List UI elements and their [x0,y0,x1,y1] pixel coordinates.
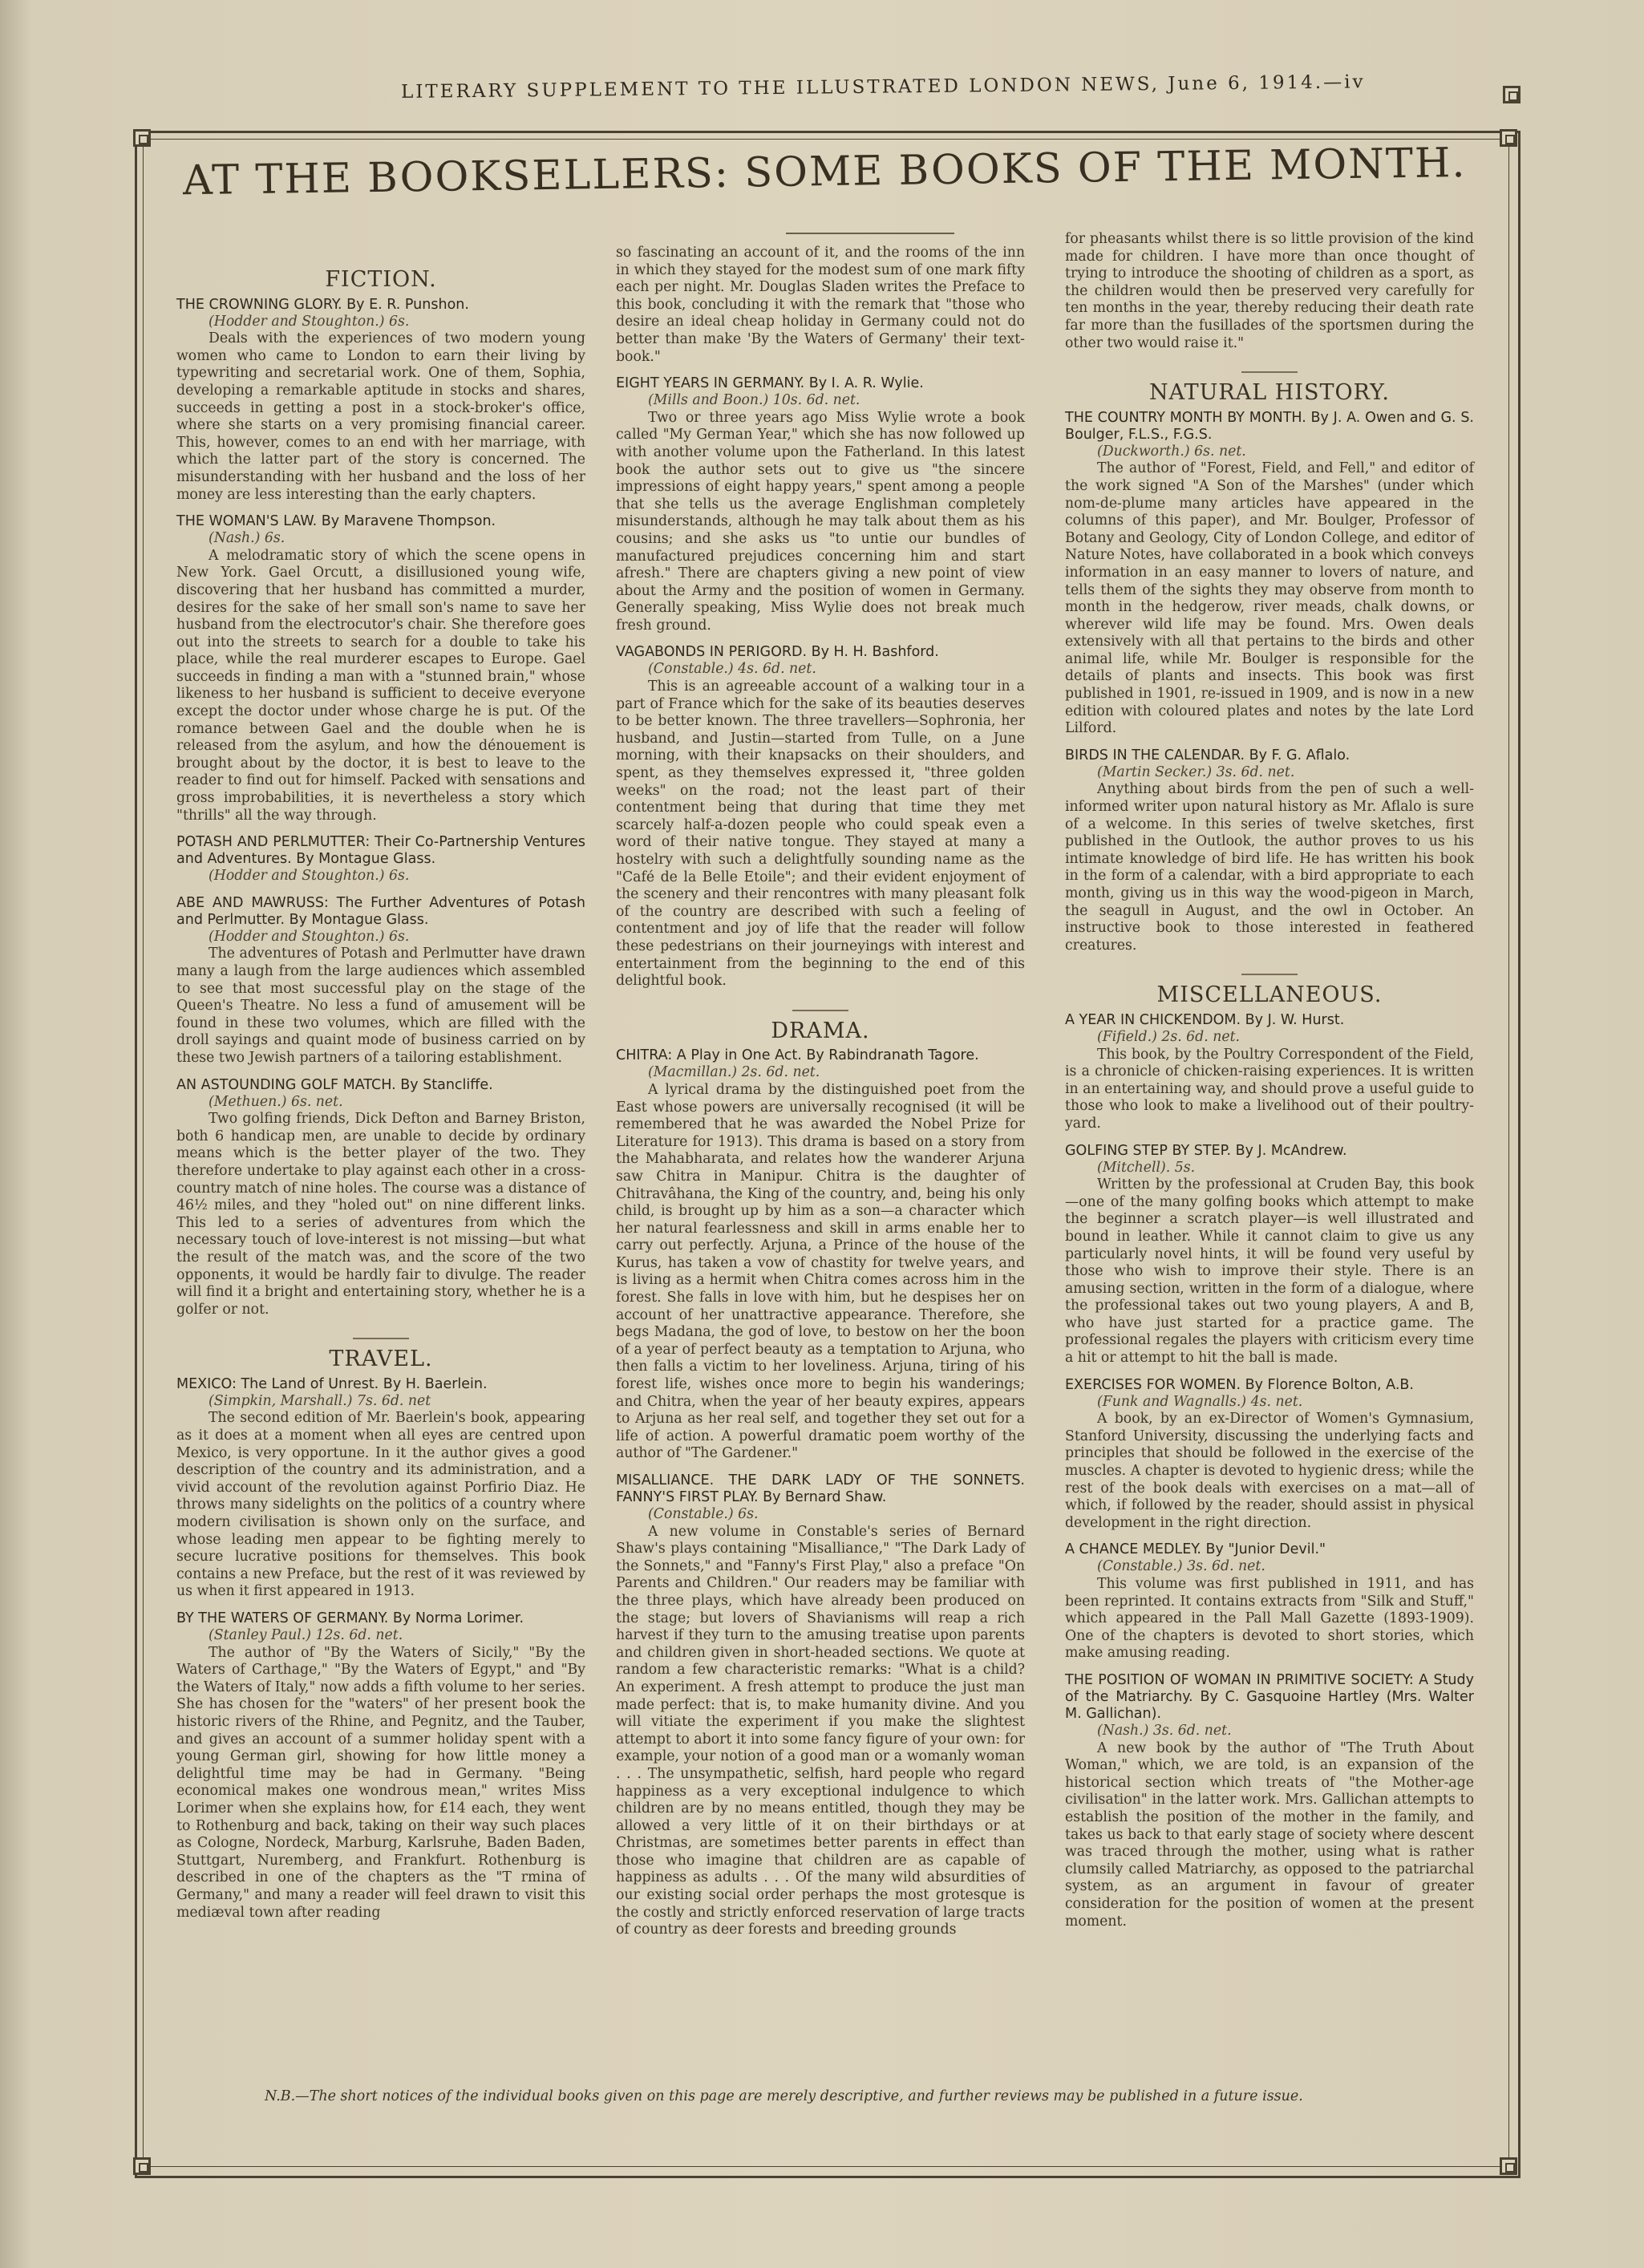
notice-text: A lyrical drama by the distinguished poet from the East whose powers are universally recognised (it will be remembered that he was awarded the Nobel Prize for Literature for 1913). This drama is based on a story from the Mahabharata, and relates how the wanderer Arjuna saw Chitra in Manipur. Chitra is the daughter of Chitravâhana, the King of the country, and, being his only child, is brought up by him as a son—a character which her natural fearlessness and skill in arms enable her to carry out perfectly. Arjuna, a Prince of the house of the Kurus, has taken a vow of chastity for twelve years, and is living as a hermit when Chitra comes across him in the forest. She falls in love with him, but he despises her on account of her unattractive appearance. Therefore, she begs Madana, the god of love, to bestow on her the boon of a year of perfect beauty as a temptation to Arjuna, who then falls a victim to her loveliness. Arjuna, tiring of his forest life, wishes once more to begin his wanderings; and Chitra, when the year of her beauty expires, appears to Arjuna as her real self, and together they set out for a life of action. A powerful dramatic poem worthy of the author of "The Gardener." [616,1081,1025,1462]
corner-ornament [1500,2157,1517,2175]
section-heading: MISCELLANEOUS. [1156,982,1383,1008]
book-notice [616,1047,1025,1463]
corner-ornament [1503,86,1520,103]
book-title: EIGHT YEARS IN GERMANY. By I. A. R. Wylie. [616,375,924,392]
notice-text: This is an agreeable account of a walking tour in a part of France which for the sake of its beauties deserves to be better known. The three travellers—Sophronia, her husband, and Justin—started from Tulle, on a June morning, with their knapsacks on their shoulders, and spent, as they themselves expressed it, "three golden weeks" on the road; not the least part of their contentment being that during that time they met scarcely half-a-dozen people who could speak even a word of their native tongue. They stayed at many a hostelry with such a delightfully sounding name as the "Café de la Belle Etoile"; and their evident enjoyment of the scenery and their rencontres with many pleasant folk of the country are described with such a feeling of contentment and joy of life that the reader will follow these pedestrians on their journeyings with interest and entertainment from the beginning to the end of this delightful book. [616,678,1025,990]
column-1 [176,265,585,1931]
book-notice [176,1610,585,1922]
book-title: GOLFING STEP BY STEP. By J. McAndrew. [1065,1142,1347,1159]
section-divider [1241,974,1298,975]
corner-ornament [133,2157,151,2175]
notice-text: This volume was first published in 1911, and has been reprinted. It contains extracts from "Silk and Stuff," which appeared in the Pall Mall Gazette (1893-1909). One of the chapters is devoted to short stories, which make amusing reading. [1065,1576,1474,1662]
publisher-price: (Duckworth.) 6s. net. [1097,443,1246,460]
column-3 [1065,231,1474,1940]
notice-text: The second edition of Mr. Baerlein's book, appearing as it does at a moment when all eyes are centred upon Mexico, is very opportune. In it the author gives a good description of the country and its administration, and a vivid account of the revolution against Porfirio Diaz. He throws many sidelights on the politics of a country where modern civilisation is shown only on the surface, and whose leading men appear to be fighting merely to secure lucrative positions for themselves. This book contains a new Preface, but the rest of it was reviewed by us when it first appeared in 1913. [176,1410,585,1600]
notice-text: A new volume in Constable's series of Bernard Shaw's plays containing "Misalliance," "The Dark Lady of the Sonnets," and "Fanny's First Play," also a preface "On Parents and Children." Our readers may be familiar with the three plays, which have already been produced on the stage; but lovers of Shavianisms will reap a rich harvest if they turn to the amusing treatise upon parents and children given in short-headed sections. We quote at random a few characteristic remarks: "What is a child? An experiment. A fresh attempt to produce the just man made perfect: that is, to make humanity divine. And you will vitiate the experiment if you make the slightest attempt to abort it into some fancy figure of your own: for example, your notion of a good man or a womanly woman . . . The unsympathetic, selfish, hard people who regard happiness as a very exceptional indulgence to which children are by no means entitled, though they may be allowed a very little of it on their birthdays or at Christmas, are sometimes better parents in effect than those who imagine that children are as capable of happiness as adults . . . Of the many wild absurdities of our existing social order perhaps the most grotesque is the costly and strictly enforced reservation of large tracts of country as deer forests and breeding grounds [616,1523,1025,1938]
book-title: ABE AND MAWRUSS: The Further Adventures of Potash and Perlmutter. By Montague Glass. [176,894,585,928]
book-notice [1065,1377,1474,1533]
section-divider [1241,371,1298,373]
book-notice [1065,1143,1474,1367]
book-title: THE WOMAN'S LAW. By Maravene Thompson. [176,513,496,530]
book-notice [616,644,1025,990]
section-divider [353,1338,409,1339]
book-title: AN ASTOUNDING GOLF MATCH. By Stancliffe. [176,1076,493,1093]
footnote: N.B.—The short notices of the individual books given on this page are merely descriptive, and further reviews may be published in a future issue. [265,2088,1303,2104]
book-title: VAGABONDS IN PERIGORD. By H. H. Bashford. [616,644,939,661]
publisher-price: (Mills and Boon.) 10s. 6d. net. [648,392,860,409]
book-title: MISALLIANCE. THE DARK LADY OF THE SONNETS. FANNY'S FIRST PLAY. By Bernard Shaw. [616,1472,1025,1505]
running-head: LITERARY SUPPLEMENT TO THE ILLUSTRATED LONDON NEWS, June 6, 1914.—iv [400,71,1366,103]
publisher-price: (Funk and Wagnalls.) 4s. net. [1097,1393,1303,1410]
book-title: BIRDS IN THE CALENDAR. By F. G. Aflalo. [1065,747,1350,763]
notice-text: The author of "By the Waters of Sicily," "By the Waters of Carthage," "By the Waters of Egypt," and "By the Waters of Italy," now adds a fifth volume to her series. She has chosen for the "waters" of her present book the historic rivers of the Rhine, and Pegnitz, and the Tauber, and gives an account of a summer holiday spent with a young German girl, showing for how little money a delightful time may be had in Germany. "Being economical makes one wondrous mean," writes Miss Lorimer when she explains how, for £14 each, they went to Rothenburg and back, taking on their way such places as Cologne, Nordeck, Marburg, Karlsruhe, Baden Baden, Stuttgart, Nuremberg, and Frankfurt. Rothenburg is described in one of the chapters as the "T rmina of Germany," and many a reader will feel drawn to visit this mediæval town after reading [176,1644,585,1921]
publisher-price: (Martin Secker.) 3s. 6d. net. [1097,763,1295,780]
book-notice [616,375,1025,634]
notice-text: This book, by the Poultry Correspondent of the Field, is a chronicle of chicken-raising experiences. It is written in an entertaining way, and should prove a useful guide to those who look to make a livelihood out of their poultry-yard. [1065,1046,1474,1132]
notice-text: for pheasants whilst there is so little provision of the kind made for children. I have more than once thought of trying to introduce the shooting of children as a sport, as the children would then be preserved very carefully for ten months in the year, thereby reducing their death rate far more than the fusillades of the sportsmen during the other two would raise it." [1065,231,1474,351]
publisher-price: (Hodder and Stoughton.) 6s. [209,868,410,885]
notice-text: A melodramatic story of which the scene opens in New York. Gael Orcutt, a disillusioned young wife, discovering that her husband has committed a murder, desires for the sake of her small son's name to save her husband from the electrocutor's chair. She therefore goes out into the streets to search for a double to take his place, while the real murderer escapes to Europe. Gael succeeds in finding a man with a "stunned brain," whose likeness to her husband is sufficient to deceive everyone except the doctor under whose charge he is put. Of the romance between Gael and the double when he is released from the asylum, and how the dénouement is brought about by the doctor, it is best to leave to the reader to find out for himself. Packed with sensations and gross improbabilities, it is nevertheless a story which "thrills" all the way through. [176,547,585,824]
book-title: CHITRA: A Play in One Act. By Rabindranath Tagore. [616,1047,979,1064]
notice-text: Two golfing friends, Dick Defton and Barney Briston, both 6 handicap men, are unable to decide by ordinary means which is the better player of the two. They therefore undertake to play against each other in a cross-country match of nine holes. The course was a distance of 46½ miles, and they "holed out" on nine different links. This led to a series of adventures from which the necessary touch of love-interest is not missing—but what the result of the match was, and the score of the two opponents, it would be hardly fair to divulge. The reader will find it a bright and entertaining story, whether he is a golfer or not. [176,1111,585,1318]
page-title: AT THE BOOKSELLERS: SOME BOOKS OF THE MONTH. [182,139,1467,205]
notice-text: Two or three years ago Miss Wylie wrote a book called "My German Year," which she has now followed up with another volume upon the Fatherland. In this latest book the author sets out to give us "the sincere impressions of eight happy years," spent among a people that she tells us the average Englishman completely misunderstands, although he may talk about them as his cousins; and she asks us "to untie our bundles of manufactured prejudices concerning him and start afresh." There are chapters giving a new point of view about the Army and the position of women in Germany. Generally speaking, Miss Wylie does not break much fresh ground. [616,409,1025,634]
book-title: A CHANCE MEDLEY. By "Junior Devil." [1065,1541,1326,1558]
publisher-price: (Hodder and Stoughton.) 6s. [209,928,410,945]
book-notice [176,513,585,824]
book-notice [616,1472,1025,1939]
section-divider [792,1010,848,1011]
book-notice [1065,1672,1474,1930]
book-notice [176,297,585,504]
publisher-price: (Fifield.) 2s. 6d. net. [1097,1028,1241,1045]
book-notice [176,1376,585,1601]
book-title: A YEAR IN CHICKENDOM. By J. W. Hurst. [1065,1011,1345,1028]
book-title: BY THE WATERS OF GERMANY. By Norma Lorimer. [176,1610,524,1626]
notice-text: The adventures of Potash and Perlmutter have drawn many a laugh from the large audiences which assembled to see that most successful play on the stage of the Queen's Theatre. No less a fund of amusement will be found in these two volumes, which are filled with the droll sayings and quaint mode of business carried on by these two Jewish partners of a tailoring establishment. [176,946,585,1066]
notice-text: Written by the professional at Cruden Bay, this book—one of the many golfing books which attempt to make the beginner a scratch player—is well illustrated and bound in leather. While it cannot claim to give us any particularly novel hints, it will be found very useful by those who wish to improve their style. There is an amusing section, written in the form of a dialogue, where the professional takes out two young players, A and B, who have just started for a practice game. The professional regales the players with criticism every time a hit or attempt to hit the ball is made. [1065,1177,1474,1367]
book-title: THE POSITION OF WOMAN IN PRIMITIVE SOCIETY: A Study of the Matriarchy. By C. Gasquoine Hartley (Mrs. Walter M. Gallichan). [1065,1671,1474,1722]
section-heading: FICTION. [325,267,437,292]
publisher-price: (Hodder and Stoughton.) 6s. [209,313,410,330]
corner-ornament [1500,129,1517,147]
publisher-price: (Constable.) 3s. 6d. net. [1097,1558,1265,1575]
publisher-price: (Mitchell). 5s. [1097,1159,1196,1176]
book-notice [1065,747,1474,955]
book-notice [176,1077,585,1319]
section-heading: DRAMA. [771,1018,870,1043]
publisher-price: (Macmillan.) 2s. 6d. net. [648,1064,820,1081]
section-heading: TRAVEL. [329,1347,433,1372]
notice-text: Anything about birds from the pen of such a well-informed writer upon natural history as Mr. Aflalo is sure of a welcome. In this series of twelve sketches, first published in the Outlook, the author proves to us his intimate knowledge of bird life. He has written his book in the form of a calendar, with a bird appropriate to each month, giving us in this way the wood-pigeon in March, the seagull in August, and the owl in October. An instructive book to those interested in feathered creatures. [1065,781,1474,954]
book-title: POTASH AND PERLMUTTER: Their Co-Partnership Ventures and Adventures. By Montague Glass. [176,834,585,868]
publisher-price: (Nash.) 6s. [209,530,285,547]
publisher-price: (Simpkin, Marshall.) 7s. 6d. net [209,1392,431,1409]
book-title: MEXICO: The Land of Unrest. By H. Baerlein. [176,1375,488,1392]
book-title: EXERCISES FOR WOMEN. By Florence Bolton, A.B. [1065,1376,1414,1393]
book-notice [1065,1012,1474,1133]
publisher-price: (Constable.) 6s. [648,1506,759,1522]
corner-ornament [133,129,151,147]
book-notice [1065,410,1474,738]
book-notice [176,834,585,885]
publisher-price: (Stanley Paul.) 12s. 6d. net. [209,1627,403,1643]
book-notice [1065,1541,1474,1663]
book-title: THE COUNTRY MONTH BY MONTH. By J. A. Owen and G. S. Boulger, F.L.S., F.G.S. [1065,409,1474,443]
book-notice [1065,231,1474,352]
title-rule [786,233,954,234]
publisher-price: (Nash.) 3s. 6d. net. [1097,1722,1232,1739]
notice-text: A new book by the author of "The Truth About Woman," which, we are told, is an expansion of the historical section which treats of "the Mother-age civilisation" in the latter work. Mrs. Gallichan attempts to establish the position of the mother in the family, and takes us back to that early stage of society where descent was traced through the mother, using what is rather clumsily called Matriarchy, as opposed to the patriarchal system, as an argument in favour of greater consideration for the position of women at the present moment. [1065,1739,1474,1930]
column-2 [616,245,1025,1949]
notice-text: The author of "Forest, Field, and Fell," and editor of the work signed "A Son of the Marshes" (under which nom-de-plume many articles have appeared in the columns of this paper), and Mr. Boulger, Professor of Botany and Geology, City of London College, and editor of Nature Notes, have collaborated in a book which conveys information in an easy manner to lovers of nature, and tells them of the sights they may observe from month to month in the hedgerow, river meads, chalk downs, or wherever wild life may be found. Mrs. Owen deals extensively with all that pertains to the birds and other animal life, while Mr. Boulger is responsible for the details of plants and insects. This book was first published in 1901, re-issued in 1909, and is now in a new edition with coloured plates and notes by the late Lord Lilford. [1065,460,1474,737]
publisher-price: (Methuen.) 6s. net. [209,1093,343,1110]
notice-text: Deals with the experiences of two modern young women who came to London to earn their living by typewriting and secretarial work. One of them, Sophia, developing a remarkable aptitude in stocks and shares, succeeds in getting a post in a stock-broker's office, where she starts on a very promising financial career. This, however, comes to an end with her marriage, with which the latter part of the story is concerned. The misunderstanding with her husband and the loss of her money are less interesting than the early chapters. [176,330,585,503]
notice-text: A book, by an ex-Director of Women's Gymnasium, Stanford University, discussing the underlying facts and principles that should be followed in the exercise of the muscles. A chapter is devoted to hygienic dress; while the rest of the book deals with exercises on a mat—all of which, if followed by the reader, should assist in physical development in the right direction. [1065,1411,1474,1531]
book-notice [176,895,585,1067]
book-notice [616,245,1025,366]
notice-text: so fascinating an account of it, and the rooms of the inn in which they stayed for the modest sum of one mark fifty each per night. Mr. Douglas Sladen writes the Preface to this book, concluding it with the remark that "those who desire an ideal cheap holiday in Germany could not do better than make 'By the Waters of Germany' their text-book." [616,245,1025,365]
publisher-price: (Constable.) 4s. 6d. net. [648,661,816,678]
section-heading: NATURAL HISTORY. [1148,380,1391,406]
book-title: THE CROWNING GLORY. By E. R. Punshon. [176,296,469,313]
